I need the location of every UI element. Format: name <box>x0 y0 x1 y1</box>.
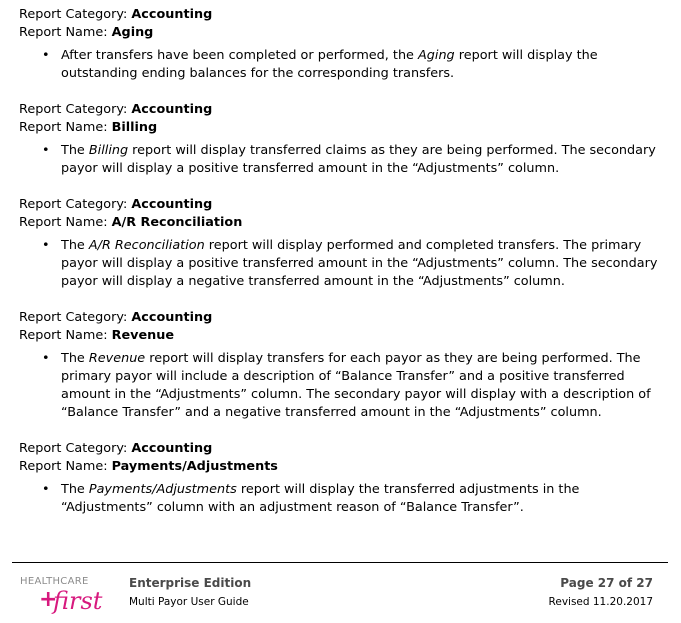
report-section-payments-adjustments <box>19 440 675 517</box>
name-label: Report Name: <box>19 215 112 230</box>
footer-revised-date: Revised 11.20.2017 <box>548 596 653 608</box>
footer-page-number: Page 27 of 27 <box>560 576 653 590</box>
category-label: Report Category: <box>19 102 132 117</box>
name-label: Report Name: <box>19 25 112 40</box>
name-label: Report Name: <box>19 459 112 474</box>
description-list <box>19 237 675 291</box>
report-name-line <box>19 458 675 476</box>
footer-guide-title: Multi Payor User Guide <box>129 596 249 608</box>
report-name-emphasis: Revenue <box>88 351 146 366</box>
name-value: Billing <box>111 120 158 135</box>
category-label: Report Category: <box>19 310 132 325</box>
description-item: • The Billing report will display transferred claims as they are being performed. The secondary payor will display a positive transferred amount in the “Adjustments” column. <box>19 142 675 178</box>
report-name-emphasis: A/R Reconciliation <box>88 238 205 253</box>
name-value: Revenue <box>111 328 175 343</box>
description-item: • The Payments/Adjustments report will display the transferred adjustments in the “Adjustments” column with an adjustment reason of “Balance Transfer”. <box>19 481 675 517</box>
report-category-line <box>19 101 675 119</box>
description-list <box>19 350 675 422</box>
name-value: Payments/Adjustments <box>111 459 278 474</box>
logo-wordmark-bottom: first <box>53 587 103 615</box>
name-label: Report Name: <box>19 120 112 135</box>
document-body <box>19 6 675 517</box>
report-section-aging <box>19 6 675 83</box>
report-name-line <box>19 327 675 345</box>
name-value: Aging <box>111 25 154 40</box>
name-value: A/R Reconciliation <box>111 215 243 230</box>
report-name-line <box>19 214 675 232</box>
name-label: Report Name: <box>19 328 112 343</box>
description-list <box>19 47 675 83</box>
category-label: Report Category: <box>19 441 132 456</box>
category-value: Accounting <box>131 441 213 456</box>
footer-edition: Enterprise Edition <box>129 576 252 590</box>
category-value: Accounting <box>131 310 213 325</box>
plus-icon: + <box>39 587 58 612</box>
report-category-line <box>19 196 675 214</box>
report-name-line <box>19 24 675 42</box>
description-item: • The A/R Reconciliation report will display performed and completed transfers. The primary payor will display a positive transferred amount in the “Adjustments” column. The secondary payor will display a negative transferred amount in the “Adjustments” column. <box>19 237 675 291</box>
report-category-line <box>19 6 675 24</box>
description-item: • The Revenue report will display transfers for each payor as they are being performed. The primary payor will include a description of “Balance Transfer” and a positive transferred amount in the “Adjustments” column. The secondary payor will display with a description of “Balance Transfer” and a negative transferred amount in the “Adjustments” column. <box>19 350 675 422</box>
description-list <box>19 481 675 517</box>
report-category-line <box>19 309 675 327</box>
footer-divider <box>12 562 668 563</box>
logo-wordmark-top: HEALTHCARE <box>20 576 89 587</box>
category-value: Accounting <box>131 7 213 22</box>
category-label: Report Category: <box>19 197 132 212</box>
report-name-line <box>19 119 675 137</box>
category-value: Accounting <box>131 197 213 212</box>
report-name-emphasis: Payments/Adjustments <box>88 482 237 497</box>
report-section-billing <box>19 101 675 178</box>
healthcare-first-logo <box>15 573 115 617</box>
report-category-line <box>19 440 675 458</box>
category-label: Report Category: <box>19 7 132 22</box>
report-section-revenue <box>19 309 675 422</box>
report-name-emphasis: Aging <box>418 48 455 63</box>
report-section-ar-reconciliation <box>19 196 675 291</box>
category-value: Accounting <box>131 102 213 117</box>
description-item: • After transfers have been completed or performed, the Aging report will display the outstanding ending balances for the corresponding transfers. <box>19 47 675 83</box>
report-name-emphasis: Billing <box>88 143 129 158</box>
description-list <box>19 142 675 178</box>
